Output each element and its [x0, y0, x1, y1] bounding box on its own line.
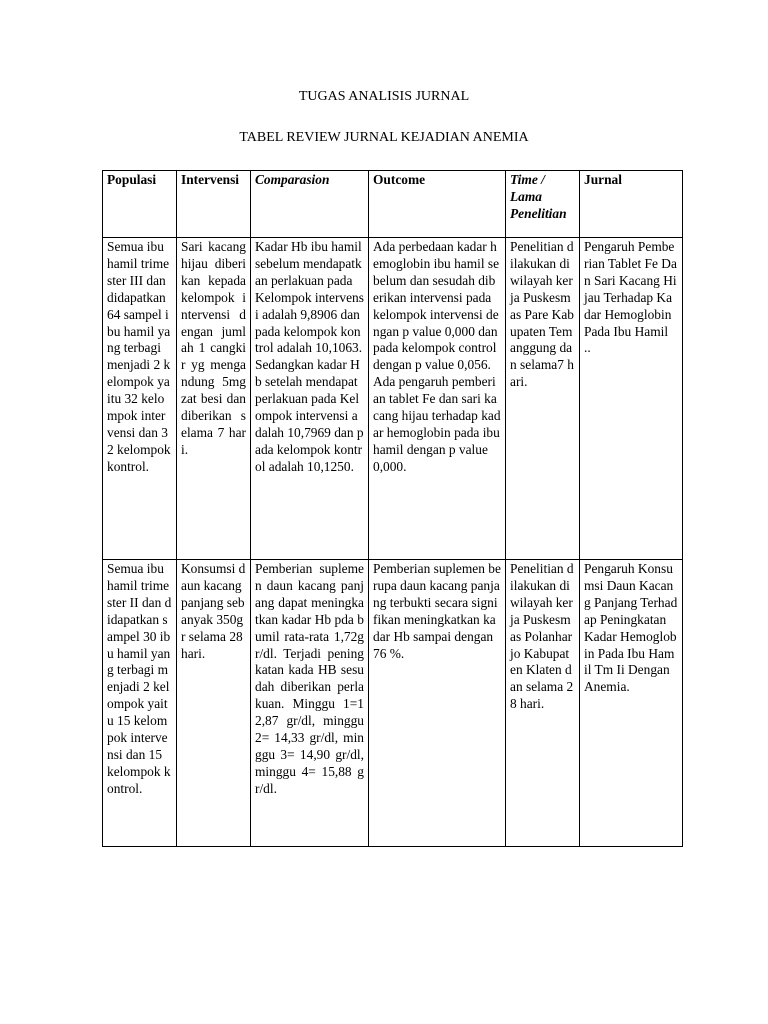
table-row [103, 560, 683, 847]
cell-jurnal: Pengaruh Konsumsi Daun Kacang Panjang Terhadap Peningkatan Kadar Hemoglobin Pada Ibu Hamil Tm Ii Dengan Anemia. [580, 560, 683, 847]
header-time [506, 171, 580, 238]
cell-outcome: Pemberian suplemen berupa daun kacang panjang terbukti secara signifikan meningkatkan kadar Hb sampai dengan 76 %. [369, 560, 506, 847]
cell-intervensi: Konsumsi daun kacang panjang sebanyak 350gr selama 28 hari. [177, 560, 251, 847]
header-time-label: Time / Lama Penelitian [510, 172, 567, 221]
cell-comparasion: Pemberian suplemen daun kacang panjang dapat meningkatkan kadar Hb pda bumil rata-rata 1,72gr/dl. Terjadi peningkatan kada HB sesudah diberikan perlakuan. Minggu 1=12,87 gr/dl, minggu 2= 14,33 gr/dl, minggu 3= 14,90 gr/dl, minggu 4= 15,88 gr/dl. [251, 560, 369, 847]
header-outcome: Outcome [369, 171, 506, 238]
cell-populasi: Semua ibu hamil trimester III dan didapatkan 64 sampel ibu hamil yang terbagi menjadi 2 kelompok yaitu 32 kelompok intervensi dan 32 kelompok kontrol. [103, 238, 177, 560]
review-table [102, 170, 683, 847]
header-intervensi: Intervensi [177, 171, 251, 238]
table-header-row [103, 171, 683, 238]
table-title: TABEL REVIEW JURNAL KEJADIAN ANEMIA [239, 130, 529, 145]
table-row [103, 238, 683, 560]
header-comparasion: Comparasion [251, 171, 369, 238]
cell-jurnal: Pengaruh Pemberian Tablet Fe Dan Sari Kacang Hijau Terhadap Kadar Hemoglobin Pada Ibu Hamil .. [580, 238, 683, 560]
cell-outcome: Ada perbedaan kadar hemoglobin ibu hamil sebelum dan sesudah diberikan intervensi pada kelompok intervensi dengan p value 0,000 dan pada kelompok control dengan p value 0,056. Ada pengaruh pemberian tablet Fe dan sari kacang hijau terhadap kadar hemoglobin pada ibu hamil dengan p value 0,000. [369, 238, 506, 560]
cell-time: Penelitian dilakukan di wilayah kerja Puskesmas Polanharjo Kabupaten Klaten dan selama 28 hari. [506, 560, 580, 847]
cell-populasi: Semua ibu hamil trimester II dan didapatkan sampel 30 ibu hamil yang terbagi menjadi 2 kelompok yaitu 15 kelompok intervensi dan 15 kelompok kontrol. [103, 560, 177, 847]
cell-comparasion: Kadar Hb ibu hamil sebelum mendapatkan perlakuan pada Kelompok intervensi adalah 9,8906 dan pada kelompok kontrol adalah 10,1063. Sedangkan kadar Hb setelah mendapat perlakuan pada Kelompok intervensi adalah 10,7969 dan pada kelompok kontrol adalah 10,1250. [251, 238, 369, 560]
header-jurnal: Jurnal [580, 171, 683, 238]
cell-time: Penelitian dilakukan di wilayah kerja Puskesmas Pare Kabupaten Temanggung dan selama7 hari. [506, 238, 580, 560]
cell-intervensi: Sari kacang hijau diberikan kepada kelompok intervensi dengan jumlah 1 cangkir yg mengandung 5mg zat besi dan diberikan selama 7 hari. [177, 238, 251, 560]
document-title: TUGAS ANALISIS JURNAL [298, 89, 470, 104]
header-populasi: Populasi [103, 171, 177, 238]
